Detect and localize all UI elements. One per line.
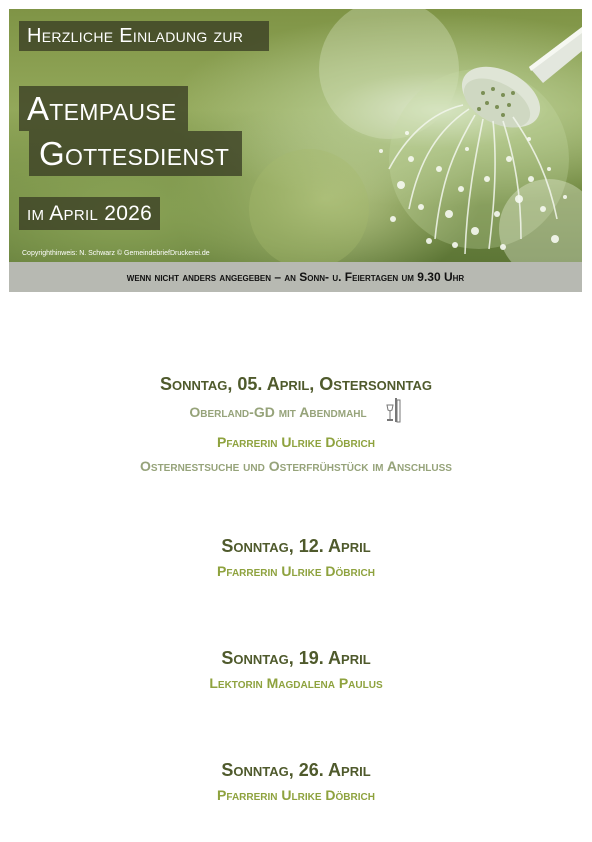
invitation-heading: Herzliche Einladung zur: [19, 21, 269, 51]
service-entry: [0, 645, 592, 695]
copyright-note: Copyrighthinweis: N. Schwarz © GemeindebriefDruckerei.de: [22, 250, 210, 257]
service-entry: [0, 371, 592, 478]
title-line-1: Atempause: [19, 86, 188, 131]
service-date: Sonntag, 05. April, Ostersonntag: [159, 374, 433, 394]
service-note: Osternestsuche und Osterfrühstück im Anschluss: [140, 458, 452, 474]
schedule-notice: wenn nicht anders angegeben – an Sonn- u. Feiertagen um 9.30 Uhr: [9, 262, 582, 292]
service-pastor: Pfarrerin Ulrike Döbrich: [217, 787, 375, 803]
month-label: im April 2026: [19, 197, 160, 230]
service-date: Sonntag, 12. April: [221, 536, 371, 556]
communion-chalice-icon: [385, 397, 403, 430]
service-date: Sonntag, 26. April: [221, 760, 371, 780]
service-lector: Lektorin Magdalena Paulus: [209, 675, 383, 691]
service-pastor: Pfarrerin Ulrike Döbrich: [217, 563, 375, 579]
service-entry: [0, 757, 592, 807]
service-pastor: Pfarrerin Ulrike Döbrich: [217, 434, 375, 450]
header-banner: [9, 9, 582, 262]
service-entry: [0, 533, 592, 583]
service-date: Sonntag, 19. April: [221, 648, 371, 668]
service-type: Oberland-GD mit Abendmahl: [189, 404, 367, 421]
service-detail: [0, 397, 592, 430]
title-line-2: Gottesdienst: [29, 131, 242, 176]
